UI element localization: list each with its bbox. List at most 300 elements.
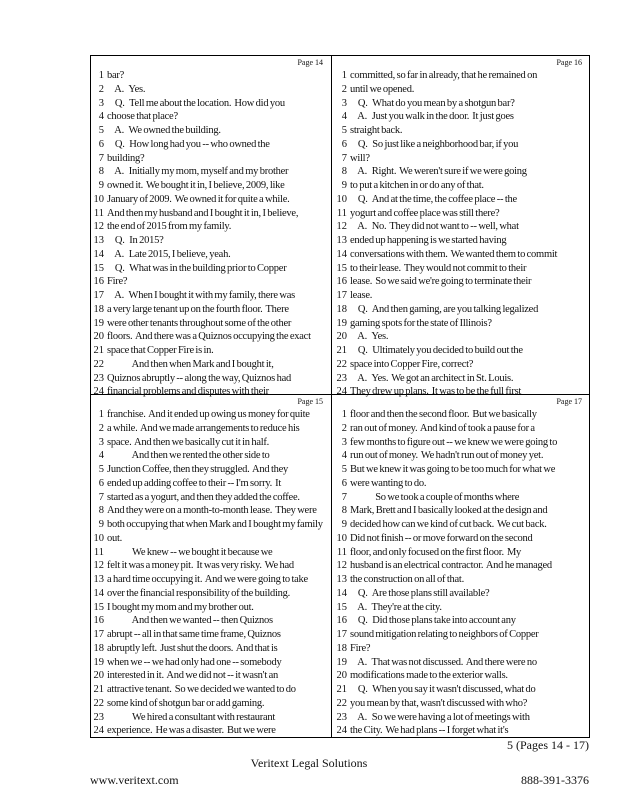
transcript-line	[91, 532, 323, 546]
transcript-line	[334, 408, 557, 422]
page-number-label: Page 15	[297, 397, 323, 406]
transcript-line	[334, 477, 557, 491]
line-number: 12	[93, 221, 104, 233]
line-number: 6	[341, 477, 347, 489]
line-text: floors. And there was a Quiznos occupying the exact	[107, 331, 311, 343]
line-text: a while. And we made arrangements to reduce his	[107, 422, 300, 434]
line-text: A. So we were having a lot of meetings with	[350, 711, 530, 723]
line-number: 11	[93, 207, 104, 219]
transcript-line	[334, 504, 557, 518]
transcript-line	[334, 436, 557, 450]
line-text: space that Copper Fire is in.	[107, 345, 214, 356]
line-text: Q. And at the time, the coffee place -- the	[350, 193, 517, 205]
line-number: 8	[341, 505, 347, 517]
line-text: Quiznos abruptly -- along the way, Quiznos had	[107, 372, 292, 384]
line-number: 24	[336, 725, 347, 737]
line-text: Q. Ultimately you decided to build out the	[350, 345, 523, 356]
transcript-line	[91, 138, 311, 152]
line-text: when we -- we had only had one -- somebody	[107, 656, 282, 668]
line-text: to put a kitchen in or do any of that.	[350, 180, 484, 191]
line-number: 7	[98, 491, 104, 503]
transcript-line	[91, 408, 323, 422]
line-number: 22	[93, 358, 104, 370]
line-number: 16	[336, 615, 347, 627]
transcript-line	[334, 573, 557, 587]
line-number: 19	[336, 317, 347, 329]
page-number-label: Page 14	[297, 58, 323, 67]
line-text: Q. Tell me about the location. How did you	[107, 97, 285, 109]
transcript-line	[334, 330, 557, 344]
line-text: out.	[107, 532, 123, 544]
line-text: Q. How long had you -- who owned the	[107, 138, 270, 150]
line-text: choose that place?	[107, 111, 178, 123]
transcript-page-16	[332, 56, 590, 398]
line-text: And then we wanted -- then Quiznos	[107, 615, 273, 627]
line-number: 7	[98, 152, 104, 164]
line-text: to their lease. They would not commit to their	[350, 262, 527, 274]
line-number: 14	[336, 587, 347, 599]
line-number: 3	[98, 97, 104, 109]
line-number: 20	[336, 331, 347, 343]
line-number: 3	[341, 97, 347, 109]
page-number-label: Page 17	[556, 397, 582, 406]
line-number: 4	[341, 111, 347, 123]
transcript-line	[91, 69, 311, 83]
line-text: So we took a couple of months where	[350, 491, 520, 503]
line-text: ran out of money. And kind of took a pause for a	[350, 422, 535, 434]
line-text: some kind of shotgun bar or add gaming.	[107, 697, 265, 709]
line-text: And they were on a month-to-month lease. They were	[107, 505, 317, 517]
transcript-page-15	[91, 395, 331, 737]
line-text: committed, so far in already, that he remained on	[350, 70, 538, 81]
line-text: bar?	[107, 70, 125, 81]
line-text: But we knew it was going to be too much for what we	[350, 464, 556, 475]
transcript-line	[91, 477, 323, 491]
phone-number: 888-391-3376	[521, 773, 589, 787]
line-number: 6	[341, 138, 347, 150]
transcript-line	[334, 683, 557, 697]
line-text: sound mitigation relating to neighbors of Copper	[350, 629, 539, 640]
line-number: 23	[93, 372, 104, 384]
line-text: Did not finish -- or move forward on the second	[350, 532, 533, 544]
transcript-line	[334, 601, 557, 615]
line-text: experience. He was a disaster. But we were	[107, 725, 276, 737]
line-text: And then when Mark and I bought it,	[107, 358, 274, 370]
transcript-line	[334, 358, 557, 372]
transcript-line	[91, 317, 311, 331]
line-text: over the financial responsibility of the building.	[107, 587, 291, 599]
line-text: the City. We had plans -- I forget what it's	[350, 725, 509, 737]
line-number: 21	[336, 345, 347, 356]
line-text: January of 2009. We owned it for quite a while.	[107, 193, 290, 205]
transcript-page-17	[332, 395, 590, 737]
line-text: Q. In 2015?	[107, 235, 164, 246]
line-text: We knew -- we bought it because we	[107, 546, 273, 558]
line-text: building?	[107, 152, 145, 164]
transcript-line	[334, 656, 557, 670]
line-text: space into Copper Fire, correct?	[350, 358, 474, 370]
transcript-line	[91, 289, 311, 303]
transcript-page-14	[91, 56, 331, 398]
transcript-line	[334, 628, 557, 642]
transcript-line	[334, 303, 557, 317]
line-text: A. No. They did not want to -- well, what	[350, 221, 519, 233]
transcript-line	[334, 165, 557, 179]
line-text: straight back.	[350, 125, 403, 136]
line-text: Fire?	[350, 642, 371, 654]
transcript-line	[334, 518, 557, 532]
line-text: Mark, Brett and I basically looked at the design and	[350, 505, 548, 517]
line-text: A. That was not discussed. And there were no	[350, 656, 537, 668]
transcript-line	[91, 491, 323, 505]
line-number: 5	[98, 464, 104, 475]
transcript-line	[334, 449, 557, 463]
line-number: 21	[336, 684, 347, 695]
line-text: franchise. And it ended up owing us money for quite	[107, 409, 310, 420]
line-text: a hard time occupying it. And we were going to take	[107, 574, 308, 585]
website-link[interactable]: www.veritext.com	[90, 773, 179, 787]
transcript-line	[91, 248, 311, 262]
line-text: felt it was a money pit. It was very risky. We had	[107, 560, 294, 572]
line-text: floor, and only focused on the first floor. My	[350, 546, 522, 558]
line-number: 4	[341, 450, 347, 462]
line-number: 10	[93, 532, 104, 544]
line-text: lease.	[350, 290, 373, 301]
transcript-line	[91, 344, 311, 358]
line-number: 19	[93, 317, 104, 329]
transcript-line	[334, 97, 557, 111]
transcript-line	[91, 436, 323, 450]
transcript-line	[91, 372, 311, 386]
transcript-line	[334, 532, 557, 546]
transcript-line	[334, 262, 557, 276]
transcript-line	[334, 724, 557, 738]
transcript-line	[91, 234, 311, 248]
transcript-line	[91, 724, 323, 738]
transcript-line	[91, 165, 311, 179]
line-text: conversations with them. We wanted them to commit	[350, 248, 558, 260]
transcript-line	[334, 697, 557, 711]
transcript-line	[334, 275, 557, 289]
line-text: They drew up plans. It was to be the full first	[350, 386, 522, 398]
page-number-label: Page 16	[556, 58, 582, 67]
line-number: 14	[93, 248, 104, 260]
transcript-line	[334, 317, 557, 331]
line-text: were other tenants throughout some of the other	[107, 317, 292, 329]
line-text: will?	[350, 152, 370, 164]
line-number: 9	[341, 180, 347, 191]
line-number: 21	[93, 684, 104, 695]
transcript-line	[334, 559, 557, 573]
line-number: 24	[93, 725, 104, 737]
transcript-line	[91, 152, 311, 166]
transcript-line	[91, 683, 323, 697]
line-text: A. They're at the city.	[350, 601, 442, 613]
line-number: 16	[336, 276, 347, 288]
line-number: 7	[341, 491, 347, 503]
line-number: 23	[93, 711, 104, 723]
transcript-line	[91, 422, 323, 436]
transcript-line	[334, 491, 557, 505]
line-text: Q. What do you mean by a shotgun bar?	[350, 97, 515, 109]
line-text: Q. When you say it wasn't discussed, what do	[350, 684, 536, 695]
line-text: A. When I bought it with my family, there was	[107, 290, 295, 301]
line-text: the end of 2015 from my family.	[107, 221, 232, 233]
line-text: We hired a consultant with restaurant	[107, 711, 276, 723]
line-number: 8	[341, 166, 347, 178]
line-text: A. Initially my mom, myself and my brother	[107, 166, 289, 178]
line-number: 8	[98, 166, 104, 178]
transcript-line	[334, 669, 557, 683]
transcript-line	[91, 97, 311, 111]
transcript-line	[334, 138, 557, 152]
transcript-line	[334, 207, 557, 221]
line-text: decided how can we kind of cut back. We cut back.	[350, 519, 547, 530]
line-text: Q. Are those plans still available?	[350, 587, 490, 599]
line-text: a very large tenant up on the fourth floor. There	[107, 303, 289, 315]
line-number: 5	[341, 125, 347, 136]
line-text: ended up happening is we started having	[350, 235, 507, 246]
line-text: floor and then the second floor. But we basically	[350, 409, 537, 420]
transcript-line	[91, 587, 323, 601]
line-number: 19	[93, 656, 104, 668]
transcript-line	[334, 614, 557, 628]
transcript-line	[334, 124, 557, 138]
line-text: Junction Coffee, then they struggled. And they	[107, 464, 289, 475]
line-number: 10	[93, 193, 104, 205]
line-number: 24	[336, 386, 347, 398]
line-number: 13	[93, 574, 104, 585]
line-text: A. We owned the building.	[107, 125, 221, 136]
line-text: Q. What was in the building prior to Copper	[107, 262, 287, 274]
transcript-line	[91, 303, 311, 317]
transcript-lines	[91, 69, 311, 399]
line-text: abrupt -- all in that same time frame, Quiznos	[107, 629, 281, 640]
line-number: 2	[341, 83, 347, 95]
line-text: interested in it. And we did not -- it wasn't an	[107, 670, 278, 682]
line-number: 4	[98, 450, 104, 462]
transcript-line	[91, 504, 323, 518]
line-text: you mean by that, wasn't discussed with who?	[350, 697, 528, 709]
line-text: Q. And then gaming, are you talking legalized	[350, 303, 539, 315]
line-text: both occupying that when Mark and I bought my family	[107, 519, 323, 530]
line-text: modifications made to the exterior walls.	[350, 670, 508, 682]
line-number: 14	[336, 248, 347, 260]
transcript-line	[334, 372, 557, 386]
line-number: 15	[336, 601, 347, 613]
line-number: 11	[93, 546, 104, 558]
line-number: 15	[93, 262, 104, 274]
line-text: attractive tenant. So we decided we wanted to do	[107, 684, 296, 695]
line-number: 7	[341, 152, 347, 164]
transcript-lines	[91, 408, 323, 738]
line-text: few months to figure out -- we knew we were going to	[350, 436, 558, 448]
line-text: lease. So we said we're going to terminate their	[350, 276, 532, 288]
line-text: Fire?	[107, 276, 128, 288]
line-number: 1	[341, 70, 347, 81]
transcript-line	[91, 220, 311, 234]
line-number: 22	[336, 697, 347, 709]
transcript-line	[91, 330, 311, 344]
line-text: I bought my mom and my brother out.	[107, 601, 254, 613]
line-text: A. Yes.	[107, 83, 146, 95]
transcript-frame	[90, 55, 590, 738]
line-number: 15	[93, 601, 104, 613]
line-number: 4	[98, 111, 104, 123]
transcript-line	[91, 207, 311, 221]
line-number: 13	[336, 235, 347, 246]
line-number: 17	[336, 629, 347, 640]
line-number: 13	[336, 574, 347, 585]
line-number: 21	[93, 345, 104, 356]
page-range: 5 (Pages 14 - 17)	[507, 738, 589, 752]
line-text: A. Just you walk in the door. It just goes	[350, 111, 514, 123]
transcript-line	[334, 69, 557, 83]
transcript-line	[91, 124, 311, 138]
transcript-line	[334, 422, 557, 436]
line-number: 5	[98, 125, 104, 136]
line-number: 18	[336, 303, 347, 315]
transcript-line	[91, 275, 311, 289]
line-number: 3	[98, 436, 104, 448]
line-number: 20	[93, 331, 104, 343]
line-number: 12	[93, 560, 104, 572]
line-number: 9	[98, 180, 104, 191]
line-number: 2	[98, 83, 104, 95]
transcript-line	[334, 152, 557, 166]
line-text: financial problems and disputes with their	[107, 386, 269, 398]
transcript-line	[91, 179, 311, 193]
transcript-line	[91, 463, 323, 477]
transcript-line	[91, 628, 323, 642]
line-number: 12	[336, 221, 347, 233]
transcript-lines	[334, 69, 557, 399]
line-text: started as a yogurt, and then they added the coffee.	[107, 491, 300, 503]
line-number: 22	[336, 358, 347, 370]
transcript-line	[91, 697, 323, 711]
line-number: 3	[341, 436, 347, 448]
line-number: 11	[336, 546, 347, 558]
transcript-line	[91, 711, 323, 725]
line-text: husband is an electrical contractor. And he managed	[350, 560, 552, 572]
transcript-line	[334, 248, 557, 262]
transcript-line	[91, 449, 323, 463]
line-text: abruptly left. Just shut the doors. And that is	[107, 642, 278, 654]
line-text: were wanting to do.	[350, 477, 427, 489]
company-name: Veritext Legal Solutions	[250, 756, 368, 770]
line-number: 17	[93, 629, 104, 640]
transcript-line	[91, 601, 323, 615]
line-number: 13	[93, 235, 104, 246]
line-number: 5	[341, 464, 347, 475]
transcript-line	[334, 587, 557, 601]
line-number: 12	[336, 560, 347, 572]
transcript-line	[91, 656, 323, 670]
line-number: 16	[93, 276, 104, 288]
line-number: 16	[93, 615, 104, 627]
transcript-line	[91, 358, 311, 372]
line-text: A. Yes.	[350, 331, 389, 343]
line-number: 18	[336, 642, 347, 654]
transcript-line	[334, 220, 557, 234]
transcript-line	[91, 573, 323, 587]
line-number: 20	[93, 670, 104, 682]
line-number: 10	[336, 532, 347, 544]
transcript-line	[91, 669, 323, 683]
transcript-line	[91, 559, 323, 573]
line-text: A. Late 2015, I believe, yeah.	[107, 248, 231, 260]
transcript-line	[334, 289, 557, 303]
transcript-line	[91, 518, 323, 532]
line-number: 6	[98, 477, 104, 489]
line-number: 23	[336, 372, 347, 384]
transcript-line	[91, 193, 311, 207]
line-number: 6	[98, 138, 104, 150]
transcript-line	[334, 193, 557, 207]
line-text: until we opened.	[350, 83, 415, 95]
line-number: 17	[336, 290, 347, 301]
line-number: 11	[336, 207, 347, 219]
transcript-line	[334, 83, 557, 97]
line-number: 14	[93, 587, 104, 599]
line-text: space. And then we basically cut it in half.	[107, 436, 270, 448]
line-number: 19	[336, 656, 347, 668]
line-number: 18	[93, 303, 104, 315]
transcript-line	[334, 546, 557, 560]
transcript-line	[334, 234, 557, 248]
transcript-line	[91, 110, 311, 124]
line-number: 8	[98, 505, 104, 517]
line-number: 15	[336, 262, 347, 274]
line-text: run out of money. We hadn't run out of money yet.	[350, 450, 544, 462]
line-number: 1	[98, 409, 104, 420]
line-text: Q. So just like a neighborhood bar, if you	[350, 138, 519, 150]
line-number: 20	[336, 670, 347, 682]
line-text: ended up adding coffee to their -- I'm sorry. It	[107, 477, 282, 489]
transcript-line	[334, 179, 557, 193]
transcript-line	[91, 262, 311, 276]
transcript-line	[334, 344, 557, 358]
transcript-line	[334, 110, 557, 124]
line-text: yogurt and coffee place was still there?	[350, 207, 500, 219]
line-text: gaming spots for the state of Illinois?	[350, 317, 492, 329]
line-text: And then we rented the other side to	[107, 450, 270, 462]
line-text: Q. Did those plans take into account any	[350, 615, 516, 627]
transcript-line	[334, 463, 557, 477]
line-number: 1	[341, 409, 347, 420]
line-number: 23	[336, 711, 347, 723]
transcript-line	[91, 546, 323, 560]
line-number: 9	[341, 519, 347, 530]
line-number: 24	[93, 386, 104, 398]
line-number: 18	[93, 642, 104, 654]
line-text: owned it. We bought it in, I believe, 2009, like	[107, 180, 285, 191]
line-number: 10	[336, 193, 347, 205]
line-number: 17	[93, 290, 104, 301]
transcript-lines	[334, 408, 557, 738]
line-text: And then my husband and I bought it in, I believe,	[107, 207, 299, 219]
transcript-line	[91, 614, 323, 628]
transcript-line	[91, 83, 311, 97]
line-number: 22	[93, 697, 104, 709]
line-text: A. Right. We weren't sure if we were going	[350, 166, 527, 178]
line-number: 2	[341, 422, 347, 434]
transcript-line	[334, 711, 557, 725]
line-text: the construction on all of that.	[350, 574, 464, 585]
transcript-line	[91, 642, 323, 656]
line-text: A. Yes. We got an architect in St. Louis.	[350, 372, 514, 384]
line-number: 2	[98, 422, 104, 434]
